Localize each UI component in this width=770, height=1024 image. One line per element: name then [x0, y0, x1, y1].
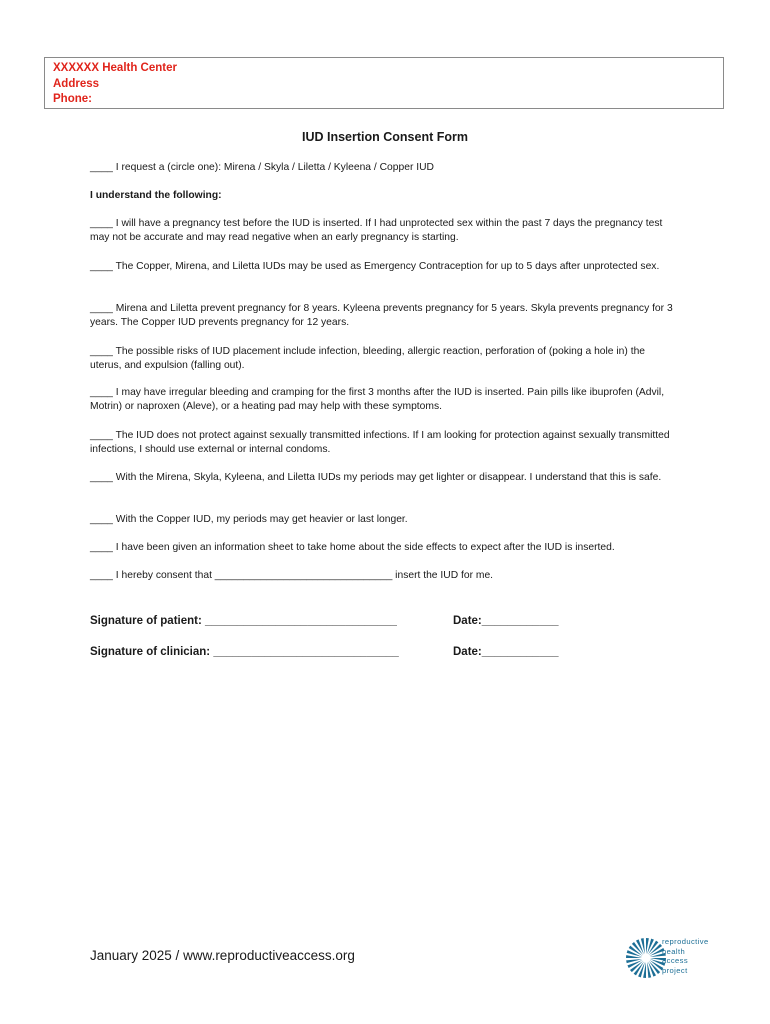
center-name: XXXXXX Health Center [53, 62, 177, 74]
logo-ray [646, 938, 649, 954]
signature-patient-field[interactable]: Signature of patient: ______________________________ [90, 615, 397, 627]
logo-text-line-1: reproductive [662, 937, 709, 946]
request-line: ____ I request a (circle one): Mirena / Skyla / Liletta / Kyleena / Copper IUD [90, 162, 434, 173]
logo-text-line-2: health [662, 946, 686, 956]
understand-heading: I understand the following: [90, 190, 222, 201]
address-label: Address [53, 77, 100, 90]
consent-item-2: ____ The Copper, Mirena, and Liletta IUDs may be used as Emergency Contraception for up to 5 days after unprotected sex. [90, 261, 660, 272]
footer-date-website: January 2025 / www.reproductiveaccess.org [90, 948, 355, 963]
phone-label: Phone: [53, 93, 92, 105]
consent-item-3: ____ Mirena and Liletta prevent pregnancy for 8 years. Kyleena prevents pregnancy for 5 years. Skyla prevents pregnancy for 3 years. The Copper IUD prevents pregnancy for 12 years. [90, 303, 673, 329]
form-title: IUD Insertion Consent Form [302, 130, 468, 144]
consent-item-1: ____ I will have a pregnancy test before the IUD is inserted. If I had unprotected sex within the past 7 days the pregnancy test may not be accurate and may read negative when an early pregnancy is starting. [90, 218, 663, 244]
logo-text [662, 937, 709, 975]
consent-item-8: ____ With the Copper IUD, my periods may get heavier or last longer. [90, 514, 408, 525]
logo-ray [643, 962, 646, 978]
date-patient-field[interactable]: Date:____________ [453, 615, 559, 627]
consent-item-10: ____ I hereby consent that _______________________________ insert the IUD for me. [90, 570, 494, 581]
logo-text-line-3: access [662, 956, 689, 966]
consent-item-7: ____ With the Mirena, Skyla, Kyleena, and Liletta IUDs my periods may get lighter or disappear. I understand that this is safe. [90, 472, 662, 483]
signature-clinician-field[interactable]: Signature of clinician: _____________________________ [90, 646, 399, 658]
date-clinician-field[interactable]: Date:____________ [453, 646, 559, 658]
consent-item-4: ____ The possible risks of IUD placement include infection, bleeding, allergic reaction, perforation of (poking a hole in) the uterus, and expulsion (falling out). [90, 346, 646, 372]
consent-item-6: ____ The IUD does not protect against sexually transmitted infections. If I am looking for protection against sexually transmitted infections, I should use external or internal condoms. [90, 430, 670, 456]
logo-ray [626, 955, 642, 958]
consent-item-9: ____ I have been given an information sheet to take home about the side effects to expect after the IUD is inserted. [90, 542, 615, 553]
logo-text-line-4: project [662, 965, 688, 975]
consent-item-5: ____ I may have irregular bleeding and cramping for the first 3 months after the IUD is inserted. Pain pills like ibuprofen (Advil, Motrin) or naproxen (Aleve), or a heating pad may help with these symptoms. [90, 387, 665, 413]
health-center-header [44, 57, 724, 109]
